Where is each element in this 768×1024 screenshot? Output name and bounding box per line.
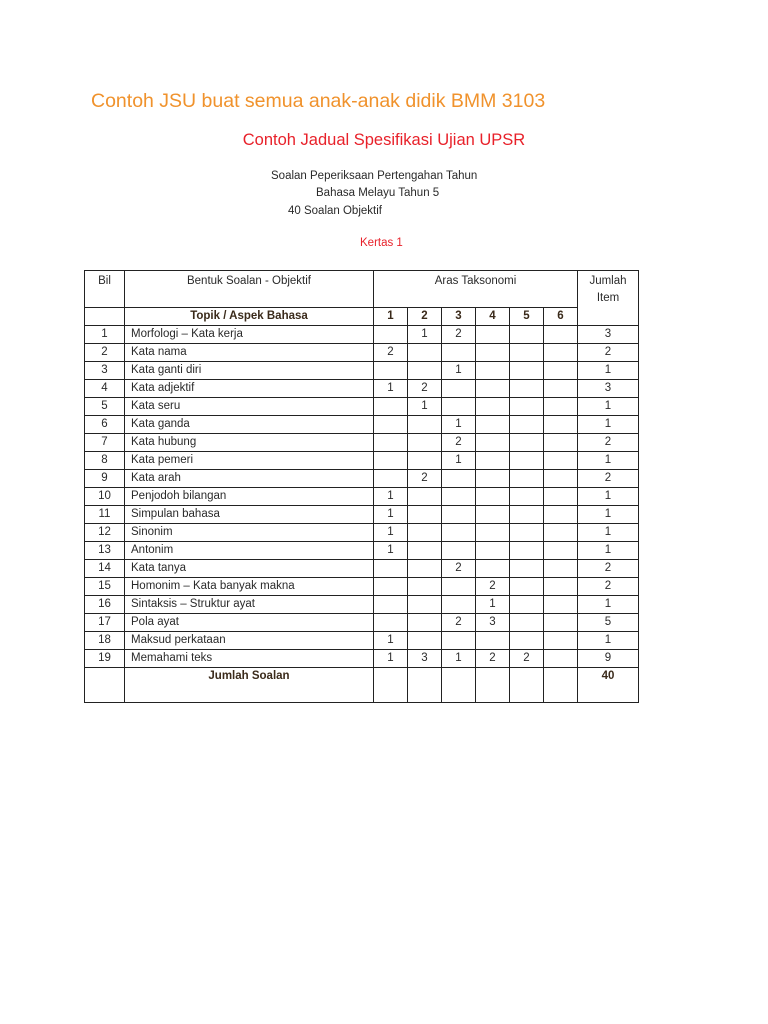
row-level-5 <box>510 542 544 560</box>
row-level-2: 1 <box>408 398 442 416</box>
row-bil: 12 <box>85 524 125 542</box>
row-level-2 <box>408 488 442 506</box>
table-row <box>85 344 639 362</box>
row-level-5 <box>510 632 544 650</box>
row-bil: 10 <box>85 488 125 506</box>
row-level-3 <box>442 506 476 524</box>
row-level-2 <box>408 596 442 614</box>
row-level-3 <box>442 488 476 506</box>
row-jumlah: 1 <box>578 506 639 524</box>
table-row <box>85 416 639 434</box>
row-topik: Pola ayat <box>125 614 374 632</box>
row-level-4 <box>476 470 510 488</box>
row-level-6 <box>544 488 578 506</box>
row-level-5: 2 <box>510 650 544 668</box>
row-jumlah: 1 <box>578 362 639 380</box>
row-jumlah: 1 <box>578 632 639 650</box>
table-row <box>85 614 639 632</box>
row-level-2: 2 <box>408 380 442 398</box>
row-level-4: 3 <box>476 614 510 632</box>
table-row <box>85 488 639 506</box>
row-level-2 <box>408 452 442 470</box>
row-topik: Kata seru <box>125 398 374 416</box>
row-level-5 <box>510 380 544 398</box>
header-level-1: 1 <box>374 308 408 326</box>
row-topik: Sinonim <box>125 524 374 542</box>
row-bil: 2 <box>85 344 125 362</box>
row-level-1 <box>374 614 408 632</box>
row-topik: Kata ganti diri <box>125 362 374 380</box>
row-level-4 <box>476 524 510 542</box>
document-subtitle <box>0 131 768 150</box>
row-topik: Kata tanya <box>125 560 374 578</box>
row-level-6 <box>544 434 578 452</box>
subheader-row <box>85 308 639 326</box>
total-label: Jumlah Soalan <box>125 668 374 703</box>
header-bentuk-soalan: Bentuk Soalan - Objektif <box>125 271 374 308</box>
row-level-2 <box>408 614 442 632</box>
row-level-5 <box>510 416 544 434</box>
row-level-1 <box>374 398 408 416</box>
row-bil: 13 <box>85 542 125 560</box>
row-bil: 17 <box>85 614 125 632</box>
row-level-4: 2 <box>476 578 510 596</box>
row-level-4 <box>476 632 510 650</box>
row-bil: 19 <box>85 650 125 668</box>
total-row <box>85 668 639 703</box>
row-level-1 <box>374 560 408 578</box>
row-level-5 <box>510 560 544 578</box>
row-level-1: 1 <box>374 488 408 506</box>
row-bil: 18 <box>85 632 125 650</box>
row-level-2: 2 <box>408 470 442 488</box>
row-level-6 <box>544 470 578 488</box>
specification-table <box>84 270 639 703</box>
row-topik: Antonim <box>125 542 374 560</box>
table-row <box>85 362 639 380</box>
row-level-6 <box>544 506 578 524</box>
row-level-6 <box>544 560 578 578</box>
row-jumlah: 1 <box>578 542 639 560</box>
row-level-5 <box>510 524 544 542</box>
table-row <box>85 524 639 542</box>
row-level-1 <box>374 578 408 596</box>
row-level-6 <box>544 398 578 416</box>
row-level-2: 3 <box>408 650 442 668</box>
row-bil: 8 <box>85 452 125 470</box>
row-level-6 <box>544 614 578 632</box>
row-jumlah: 2 <box>578 434 639 452</box>
table-row <box>85 632 639 650</box>
row-topik: Kata arah <box>125 470 374 488</box>
row-level-3 <box>442 632 476 650</box>
row-level-1: 2 <box>374 344 408 362</box>
total-level-empty <box>476 668 510 703</box>
row-level-1 <box>374 470 408 488</box>
paper-label: Kertas 1 <box>360 237 403 249</box>
row-level-3: 1 <box>442 416 476 434</box>
subtitle-text: Contoh Jadual Spesifikasi Ujian UPSR <box>242 131 526 149</box>
total-level-empty <box>510 668 544 703</box>
row-jumlah: 1 <box>578 488 639 506</box>
row-level-5 <box>510 614 544 632</box>
row-level-4 <box>476 398 510 416</box>
row-level-3 <box>442 542 476 560</box>
row-level-4 <box>476 326 510 344</box>
row-bil: 6 <box>85 416 125 434</box>
row-level-4: 2 <box>476 650 510 668</box>
row-level-5 <box>510 488 544 506</box>
row-level-6 <box>544 326 578 344</box>
table-row <box>85 596 639 614</box>
row-topik: Memahami teks <box>125 650 374 668</box>
row-level-3 <box>442 470 476 488</box>
row-level-5 <box>510 398 544 416</box>
row-level-1: 1 <box>374 380 408 398</box>
row-level-2 <box>408 344 442 362</box>
row-topik: Kata adjektif <box>125 380 374 398</box>
row-topik: Kata nama <box>125 344 374 362</box>
table-row <box>85 506 639 524</box>
table-row <box>85 650 639 668</box>
row-level-6 <box>544 362 578 380</box>
row-level-4 <box>476 542 510 560</box>
row-level-4 <box>476 452 510 470</box>
row-level-6 <box>544 344 578 362</box>
row-level-6 <box>544 650 578 668</box>
row-level-3: 2 <box>442 326 476 344</box>
row-level-3: 2 <box>442 434 476 452</box>
row-topik: Penjodoh bilangan <box>125 488 374 506</box>
row-jumlah: 5 <box>578 614 639 632</box>
row-topik: Morfologi – Kata kerja <box>125 326 374 344</box>
row-bil: 15 <box>85 578 125 596</box>
row-bil: 14 <box>85 560 125 578</box>
row-level-5 <box>510 578 544 596</box>
row-level-5 <box>510 434 544 452</box>
row-bil: 7 <box>85 434 125 452</box>
row-jumlah: 2 <box>578 578 639 596</box>
header-level-5: 5 <box>510 308 544 326</box>
row-level-4 <box>476 488 510 506</box>
row-level-6 <box>544 452 578 470</box>
row-jumlah: 2 <box>578 344 639 362</box>
row-level-3: 1 <box>442 452 476 470</box>
table-row <box>85 452 639 470</box>
row-topik: Simpulan bahasa <box>125 506 374 524</box>
row-level-2 <box>408 434 442 452</box>
row-level-2 <box>408 362 442 380</box>
row-bil: 16 <box>85 596 125 614</box>
row-level-4 <box>476 560 510 578</box>
row-level-5 <box>510 326 544 344</box>
document-title: Contoh JSU buat semua anak-anak didik BMM 3103 <box>91 90 546 112</box>
row-level-1: 1 <box>374 632 408 650</box>
row-level-6 <box>544 380 578 398</box>
header-aras-taksonomi: Aras Taksonomi <box>374 271 578 308</box>
row-level-4 <box>476 344 510 362</box>
row-topik: Kata ganda <box>125 416 374 434</box>
header-level-6: 6 <box>544 308 578 326</box>
row-jumlah: 2 <box>578 560 639 578</box>
row-level-3: 2 <box>442 614 476 632</box>
row-level-5 <box>510 344 544 362</box>
row-level-4 <box>476 434 510 452</box>
row-bil: 4 <box>85 380 125 398</box>
row-level-1 <box>374 596 408 614</box>
subheader-empty <box>85 308 125 326</box>
row-jumlah: 1 <box>578 452 639 470</box>
total-value: 40 <box>578 668 639 703</box>
row-level-5 <box>510 362 544 380</box>
row-topik: Maksud perkataan <box>125 632 374 650</box>
row-level-4 <box>476 416 510 434</box>
row-level-6 <box>544 578 578 596</box>
question-count: 40 Soalan Objektif <box>288 205 382 217</box>
row-topik: Kata hubung <box>125 434 374 452</box>
row-level-1 <box>374 434 408 452</box>
row-level-4 <box>476 506 510 524</box>
row-level-2 <box>408 416 442 434</box>
row-bil: 3 <box>85 362 125 380</box>
row-level-2 <box>408 578 442 596</box>
table-row <box>85 560 639 578</box>
row-level-2 <box>408 632 442 650</box>
row-bil: 9 <box>85 470 125 488</box>
total-level-empty <box>374 668 408 703</box>
table-row <box>85 326 639 344</box>
row-bil: 11 <box>85 506 125 524</box>
row-level-3 <box>442 596 476 614</box>
subject-name: Bahasa Melayu Tahun 5 <box>316 187 440 199</box>
row-level-2 <box>408 560 442 578</box>
total-level-empty <box>442 668 476 703</box>
row-level-1 <box>374 362 408 380</box>
row-level-3 <box>442 344 476 362</box>
row-level-5 <box>510 470 544 488</box>
row-level-1: 1 <box>374 542 408 560</box>
row-level-3 <box>442 524 476 542</box>
table-row <box>85 380 639 398</box>
header-topik: Topik / Aspek Bahasa <box>125 308 374 326</box>
total-level-empty <box>544 668 578 703</box>
table-row <box>85 398 639 416</box>
row-level-2 <box>408 524 442 542</box>
row-jumlah: 2 <box>578 470 639 488</box>
row-level-1: 1 <box>374 650 408 668</box>
table-row <box>85 470 639 488</box>
row-level-6 <box>544 632 578 650</box>
table-row <box>85 434 639 452</box>
row-jumlah: 1 <box>578 416 639 434</box>
exam-name: Soalan Peperiksaan Pertengahan Tahun <box>271 170 478 182</box>
row-level-6 <box>544 542 578 560</box>
row-level-4: 1 <box>476 596 510 614</box>
row-bil: 1 <box>85 326 125 344</box>
row-level-6 <box>544 524 578 542</box>
row-level-3 <box>442 380 476 398</box>
total-bil-empty <box>85 668 125 703</box>
row-jumlah: 9 <box>578 650 639 668</box>
header-bil: Bil <box>85 271 125 308</box>
row-level-1 <box>374 326 408 344</box>
row-jumlah: 1 <box>578 398 639 416</box>
row-level-1: 1 <box>374 506 408 524</box>
row-level-1: 1 <box>374 524 408 542</box>
row-level-4 <box>476 380 510 398</box>
row-jumlah: 3 <box>578 326 639 344</box>
total-level-empty <box>408 668 442 703</box>
table-row <box>85 578 639 596</box>
row-level-5 <box>510 506 544 524</box>
row-topik: Homonim – Kata banyak makna <box>125 578 374 596</box>
row-level-2: 1 <box>408 326 442 344</box>
row-level-3: 1 <box>442 362 476 380</box>
row-jumlah: 3 <box>578 380 639 398</box>
row-level-2 <box>408 542 442 560</box>
header-row <box>85 271 639 308</box>
row-level-3: 2 <box>442 560 476 578</box>
row-level-6 <box>544 596 578 614</box>
header-jumlah-item: Jumlah Item <box>578 271 639 326</box>
row-topik: Sintaksis – Struktur ayat <box>125 596 374 614</box>
row-level-6 <box>544 416 578 434</box>
table-row <box>85 542 639 560</box>
header-level-4: 4 <box>476 308 510 326</box>
row-jumlah: 1 <box>578 596 639 614</box>
header-level-3: 3 <box>442 308 476 326</box>
row-level-3: 1 <box>442 650 476 668</box>
row-level-4 <box>476 362 510 380</box>
row-jumlah: 1 <box>578 524 639 542</box>
row-level-5 <box>510 452 544 470</box>
row-level-3 <box>442 398 476 416</box>
row-level-3 <box>442 578 476 596</box>
row-bil: 5 <box>85 398 125 416</box>
row-level-2 <box>408 506 442 524</box>
header-level-2: 2 <box>408 308 442 326</box>
row-level-1 <box>374 416 408 434</box>
row-level-5 <box>510 596 544 614</box>
row-level-1 <box>374 452 408 470</box>
row-topik: Kata pemeri <box>125 452 374 470</box>
